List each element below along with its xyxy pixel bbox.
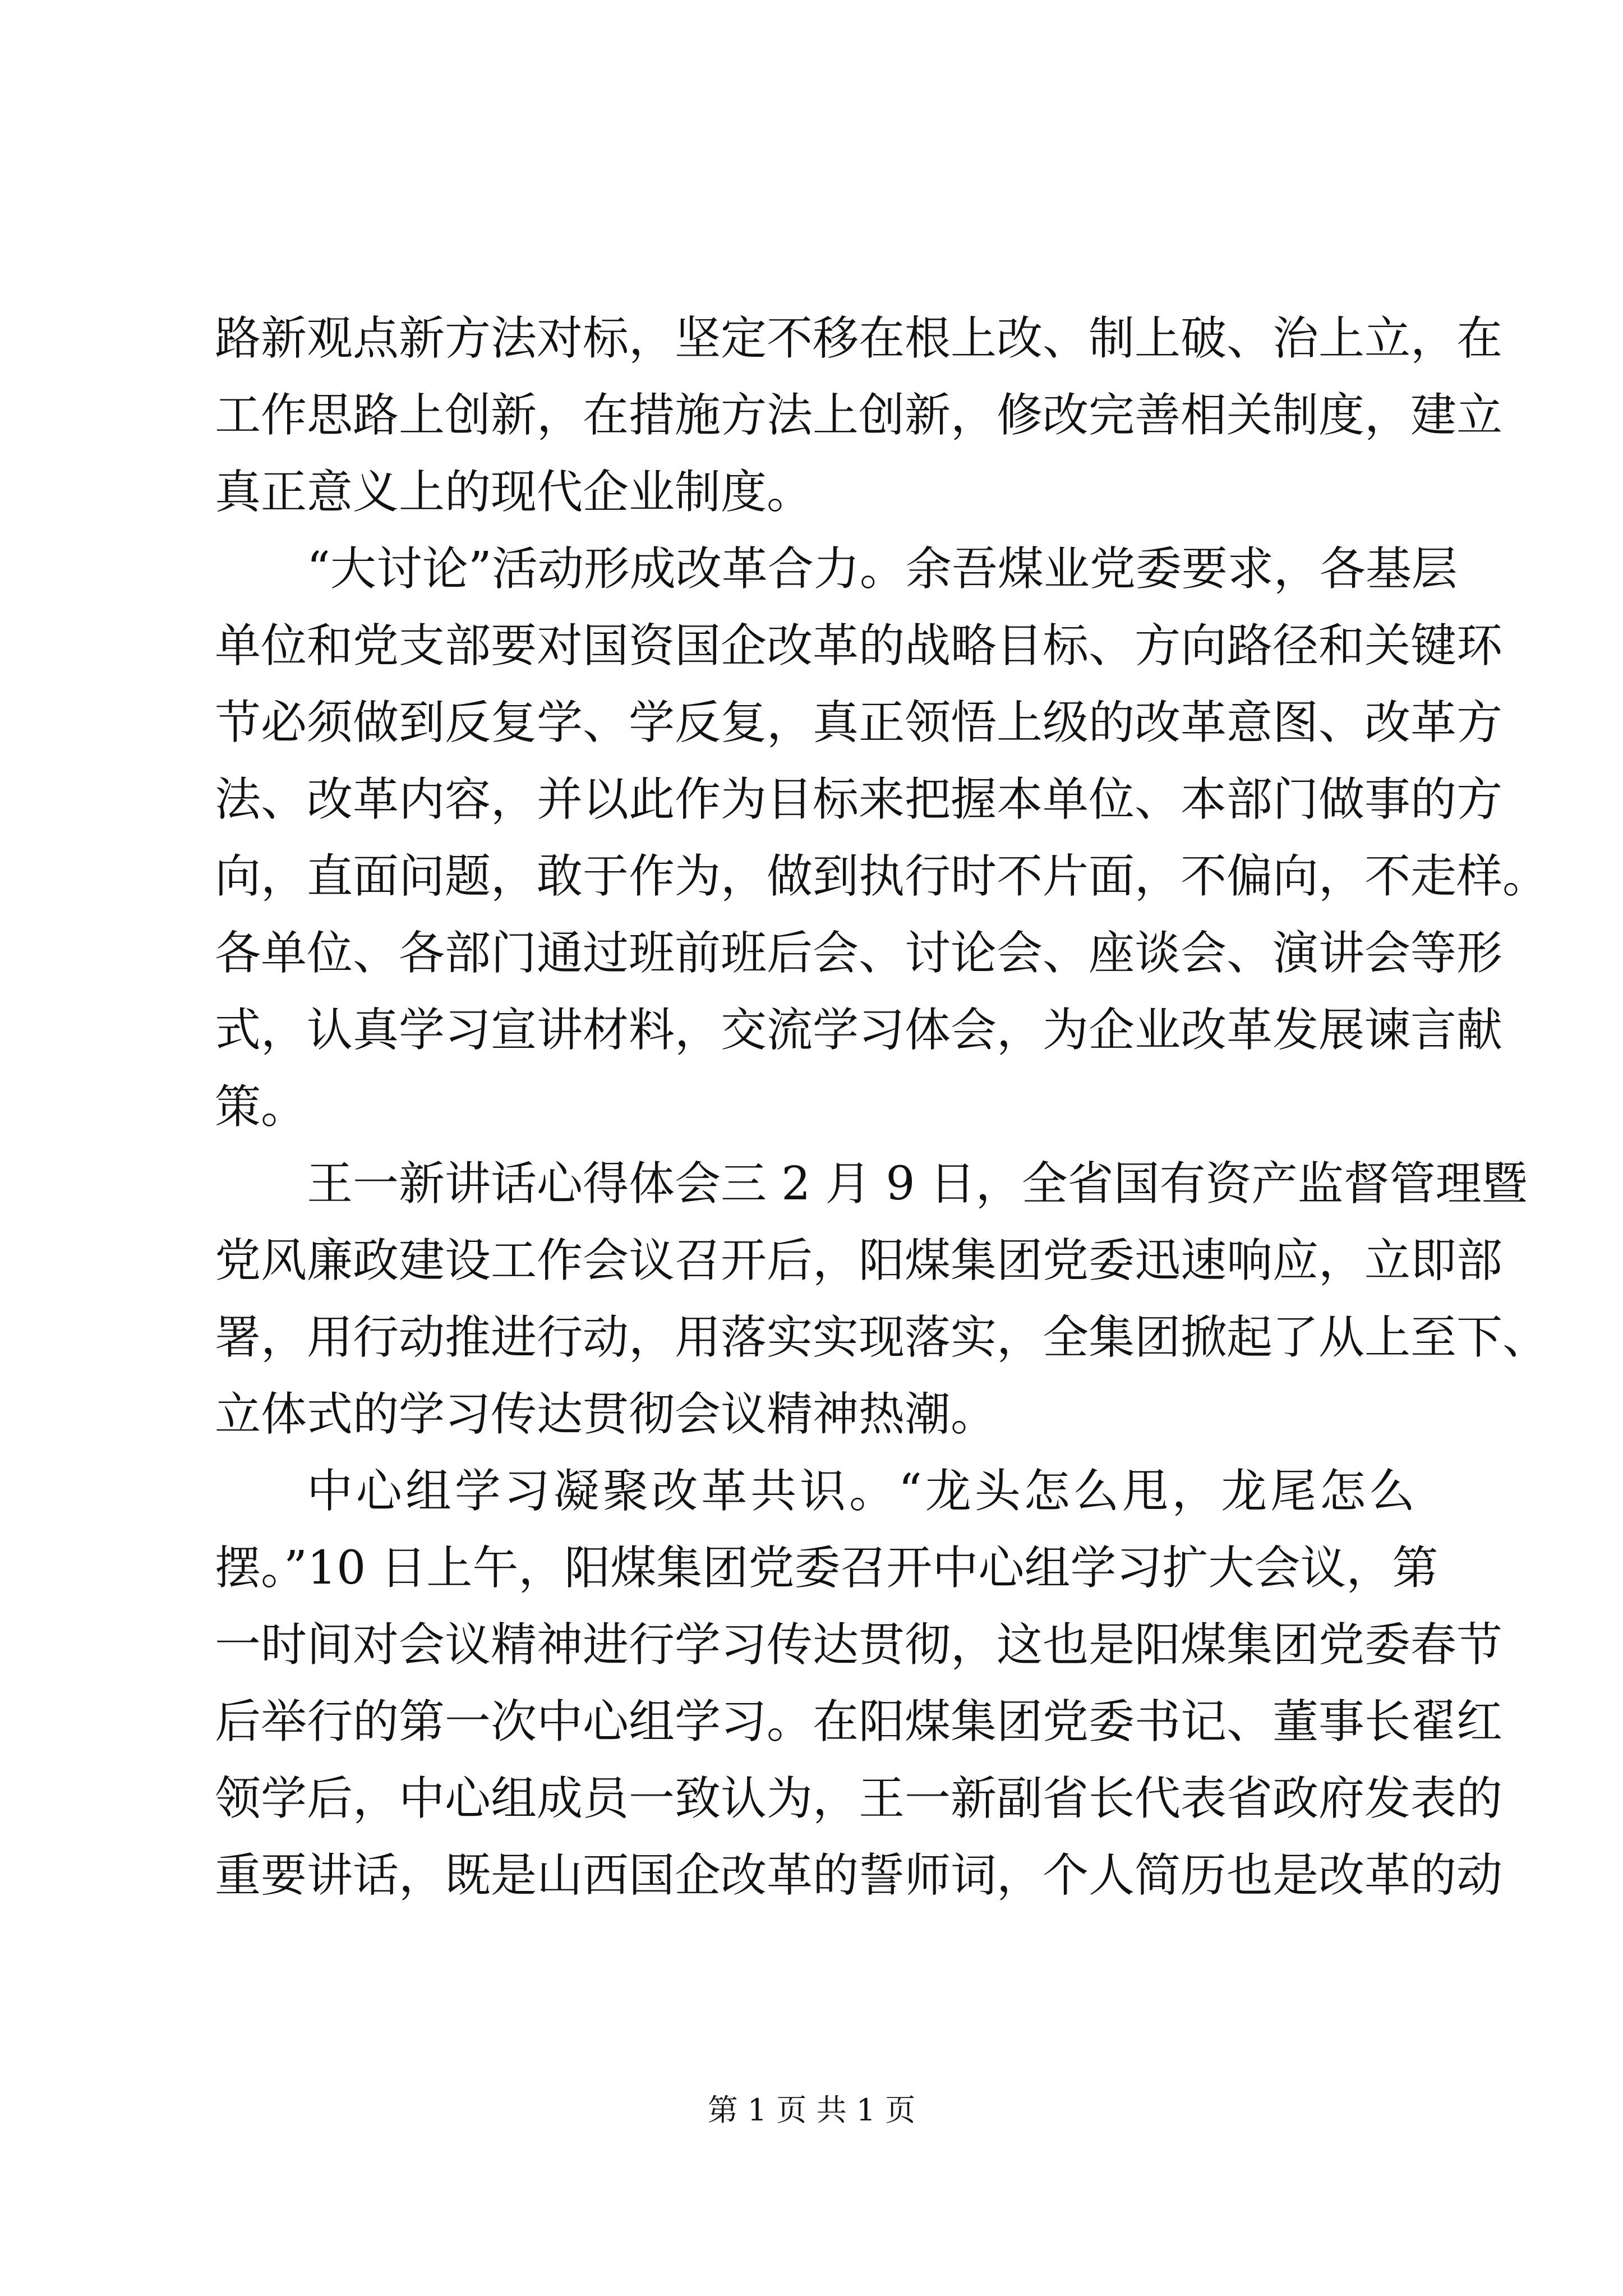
- text-line: 各单位、各部门通过班前班后会、讨论会、座谈会、演讲会等形: [215, 927, 1503, 980]
- text-line: 路新观点新方法对标，坚定不移在根上改、制上破、治上立，在: [215, 312, 1503, 365]
- text-line: 策。: [215, 1080, 307, 1134]
- text-line: 王一新讲话心得体会三 2 月 9 日，全省国有资产监督管理暨: [307, 1157, 1528, 1211]
- document-body: [215, 300, 1549, 1914]
- text-line: 工作思路上创新，在措施方法上创新，修改完善相关制度，建立: [215, 389, 1503, 442]
- text-line: 式，认真学习宣讲材料，交流学习体会，为企业改革发展谏言献: [215, 1004, 1503, 1057]
- text-line: 领学后，中心组成员一致认为，王一新副省长代表省政府发表的: [215, 1772, 1503, 1825]
- text-line: 单位和党支部要对国资国企改革的战略目标、方向路径和关键环: [215, 619, 1503, 673]
- text-line: 法、改革内容，并以此作为目标来把握本单位、本部门做事的方: [215, 773, 1503, 826]
- text-line: “大讨论”活动形成改革合力。余吾煤业党委要求，各基层: [307, 542, 1458, 596]
- text-line: 署，用行动推进行动，用落实实现落实，全集团掀起了从上至下、: [215, 1311, 1549, 1364]
- text-line: 摆。”10 日上午，阳煤集团党委召开中心组学习扩大会议，第: [215, 1542, 1438, 1595]
- text-line: 党风廉政建设工作会议召开后，阳煤集团党委迅速响应，立即部: [215, 1234, 1503, 1287]
- text-line: 向，直面问题，敢于作为，做到执行时不片面，不偏向，不走样。: [215, 850, 1549, 903]
- text-line: 中心组学习凝聚改革共识。“龙头怎么甩，龙尾怎么: [307, 1465, 1415, 1518]
- text-line: 节必须做到反复学、学反复，真正领悟上级的改革意图、改革方: [215, 696, 1503, 749]
- text-line: 真正意义上的现代企业制度。: [215, 466, 813, 519]
- text-line: 重要讲话，既是山西国企改革的誓师词，个人简历也是改革的动: [215, 1849, 1503, 1902]
- text-line: 一时间对会议精神进行学习传达贯彻，这也是阳煤集团党委春节: [215, 1618, 1503, 1672]
- text-line: 后举行的第一次中心组学习。在阳煤集团党委书记、董事长翟红: [215, 1695, 1503, 1749]
- text-line: 立体式的学习传达贯彻会议精神热潮。: [215, 1388, 997, 1441]
- page-footer: 第 1 页 共 1 页: [707, 2092, 916, 2128]
